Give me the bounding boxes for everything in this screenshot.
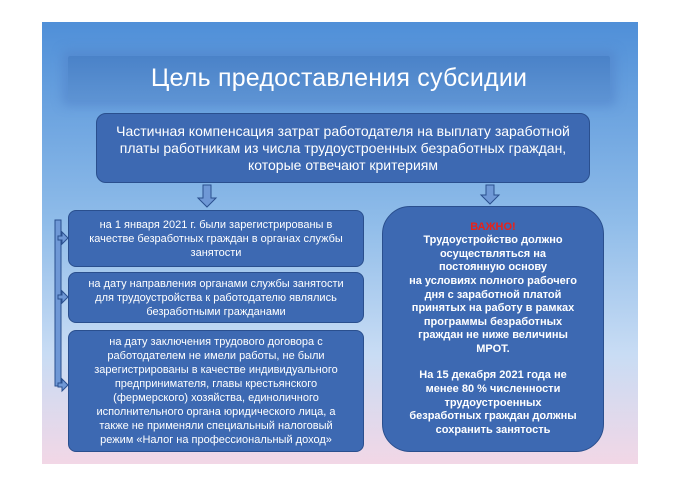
criterion-line: зарегистрированы в качестве индивидуального: [94, 364, 338, 376]
goal-box: [96, 113, 590, 183]
important-line: осуществляться на: [439, 247, 547, 260]
criterion-line: качестве безработных граждан в органах службы: [89, 232, 343, 245]
important-box: [382, 206, 604, 452]
criterion-line: для трудоустройства к работодателю являлись: [95, 291, 337, 304]
criterion-line: на дату заключения трудового договора с: [109, 336, 323, 348]
important-line: безработных граждан должны: [409, 410, 577, 423]
criterion-box-no-work: [68, 330, 364, 452]
important-line: принятых на работу в рамках: [411, 302, 575, 315]
slide-title: Цель предоставления субсидии: [68, 56, 610, 100]
criterion-line: режим «Налог на профессиональный доход»: [100, 434, 332, 446]
criterion-line: на 1 января 2021 г. были зарегистрированы в: [99, 218, 333, 231]
goal-line: которые отвечают критериям: [248, 156, 438, 173]
criterion-line: предпринимателя, главы крестьянского: [114, 378, 318, 390]
criterion-box-unemployed: [68, 272, 364, 323]
criterion-line: (фермерского) хозяйства, единоличного: [113, 392, 319, 404]
important-line: на условиях полного рабочего: [409, 274, 577, 287]
important-line: трудоустроенных: [444, 396, 542, 409]
down-arrow-right: [481, 185, 499, 204]
important-line: программы безработных: [423, 315, 563, 328]
criterion-line: работодателем не имели работы, не были: [107, 350, 325, 362]
down-arrow-left: [198, 185, 216, 207]
important-line: На 15 декабря 2021 года не: [419, 369, 567, 382]
important-line: дня с заработной платой: [424, 288, 562, 301]
goal-line: Частичная компенсация затрат работодателя на выплату заработной: [116, 122, 570, 139]
important-line: менее 80 % численности: [425, 383, 561, 396]
important-line: сохранить занятость: [435, 423, 551, 436]
important-line: постоянную основу: [438, 261, 548, 274]
important-line: граждан не ниже величины: [418, 329, 568, 342]
important-line: Трудоустройство должно: [423, 234, 563, 247]
criterion-line: безработными гражданами: [146, 305, 286, 318]
goal-line: платы работникам из числа трудоустроенных безработных граждан,: [119, 139, 567, 156]
criterion-line: исполнительного органа юридического лица, а: [96, 406, 336, 418]
criterion-line: на дату направления органами службы занятости: [88, 277, 344, 290]
criterion-line: также не применяли специальный налоговый: [99, 420, 333, 432]
bracket-line: [55, 220, 61, 386]
criterion-line: занятости: [190, 246, 242, 259]
criterion-box-registered: [68, 210, 364, 267]
important-heading: ВАЖНО!: [470, 220, 516, 233]
important-line: МРОТ.: [476, 342, 510, 355]
